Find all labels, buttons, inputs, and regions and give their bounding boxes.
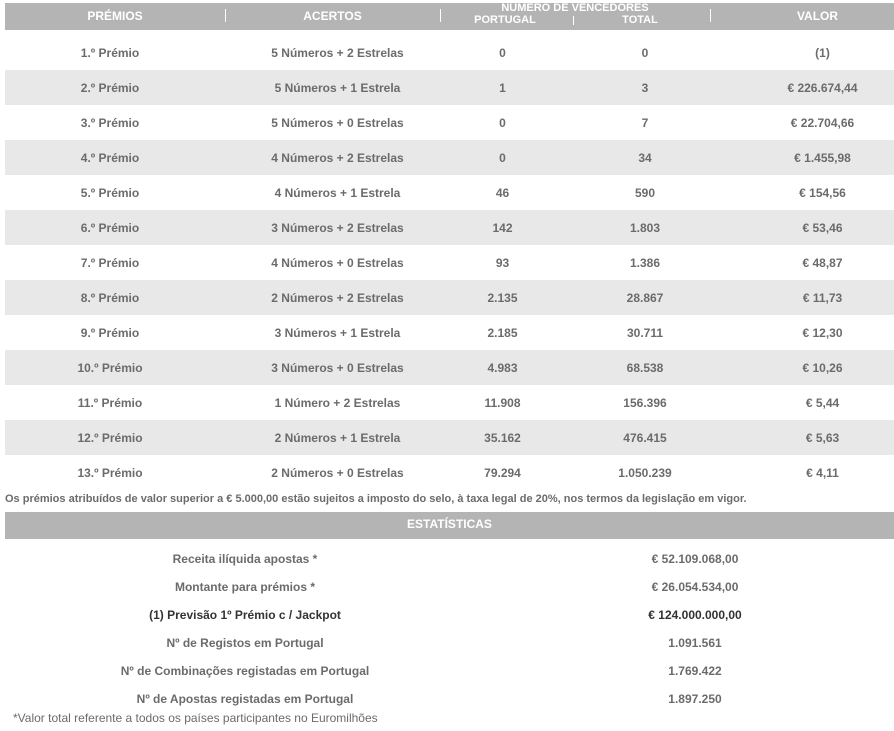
prize-row <box>5 245 894 280</box>
prize-matches: 5 Números + 2 Estrelas <box>271 46 404 60</box>
stats-label: Nº de Apostas registadas em Portugal <box>136 692 354 706</box>
prize-row <box>5 455 894 490</box>
winners-portugal: 0 <box>499 46 506 60</box>
prize-value: € 11,73 <box>802 291 843 305</box>
header-divider <box>573 16 574 25</box>
header-portugal: PORTUGAL <box>474 14 536 26</box>
stats-value: € 52.109.068,00 <box>651 552 739 566</box>
stats-row <box>0 545 894 573</box>
prize-name: 2.º Prémio <box>80 81 140 95</box>
winners-total: 1.050.239 <box>618 466 672 480</box>
prize-value: € 10,26 <box>802 361 843 375</box>
winners-total: 1.803 <box>629 221 661 235</box>
prize-matches: 3 Números + 0 Estrelas <box>271 361 404 375</box>
prize-matches: 2 Números + 1 Estrela <box>274 431 401 445</box>
winners-portugal: 2.135 <box>487 291 518 305</box>
prize-row <box>5 35 894 70</box>
prize-name: 12.º Prémio <box>77 431 143 445</box>
winners-portugal: 11.908 <box>484 396 521 410</box>
prize-value: € 48,87 <box>802 256 843 270</box>
prize-name: 5.º Prémio <box>80 186 140 200</box>
stats-value: 1.769.422 <box>668 664 722 678</box>
prize-table-header <box>5 3 894 30</box>
prize-row <box>5 315 894 350</box>
prize-row <box>5 350 894 385</box>
winners-total: 34 <box>638 151 652 165</box>
prize-row <box>5 385 894 420</box>
stats-label: Nº de Registos em Portugal <box>166 636 324 650</box>
stats-row <box>0 657 894 685</box>
prize-value: € 1.455,98 <box>794 151 851 165</box>
prize-matches: 3 Números + 1 Estrela <box>274 326 401 340</box>
stats-value: € 124.000.000,00 <box>648 608 742 622</box>
stats-row <box>0 601 894 629</box>
stats-row <box>0 629 894 657</box>
prize-value: € 4,11 <box>806 466 839 480</box>
winners-portugal: 46 <box>495 186 510 200</box>
prize-matches: 1 Número + 2 Estrelas <box>274 396 401 410</box>
prize-name: 1.º Prémio <box>80 46 140 60</box>
prize-matches: 4 Números + 1 Estrela <box>274 186 401 200</box>
prize-name: 3.º Prémio <box>80 116 140 130</box>
header-acertos: ACERTOS <box>303 9 362 23</box>
prize-row <box>5 210 894 245</box>
winners-total: 0 <box>641 46 649 60</box>
prize-row <box>5 175 894 210</box>
prize-value: € 226.674,44 <box>787 81 858 95</box>
prize-matches: 4 Números + 0 Estrelas <box>271 256 404 270</box>
prize-row <box>5 105 894 140</box>
prize-row <box>5 420 894 455</box>
winners-portugal: 35.162 <box>484 431 521 445</box>
stats-label: Nº de Combinações registadas em Portugal <box>120 664 370 678</box>
tax-note: Os prémios atribuídos de valor superior a € 5.000,00 estão sujeitos a imposto do selo, à taxa legal de 20%, nos termos da legislação em vigor. <box>5 493 747 505</box>
prize-value: € 5,63 <box>805 431 840 445</box>
winners-total: 476.415 <box>623 431 667 445</box>
prize-name: 13.º Prémio <box>77 466 143 480</box>
prize-matches: 5 Números + 0 Estrelas <box>271 116 404 130</box>
prize-value: € 12,30 <box>802 326 843 340</box>
prize-matches: 5 Números + 1 Estrela <box>274 81 401 95</box>
prize-value: € 53,46 <box>802 221 843 235</box>
winners-portugal: 93 <box>495 256 510 270</box>
prize-value: € 154,56 <box>799 186 846 200</box>
winners-total: 7 <box>641 116 649 130</box>
prize-matches: 4 Números + 2 Estrelas <box>271 151 404 165</box>
stats-value: 1.091.561 <box>668 636 722 650</box>
prize-matches: 3 Números + 2 Estrelas <box>271 221 404 235</box>
prize-row <box>5 280 894 315</box>
footnote: *Valor total referente a todos os países participantes no Euromilhões <box>13 711 378 725</box>
winners-total: 28.867 <box>626 291 664 305</box>
stats-header: ESTATÍSTICAS <box>5 512 894 539</box>
prize-name: 7.º Prémio <box>80 256 140 270</box>
prize-matches: 2 Números + 2 Estrelas <box>271 291 404 305</box>
prize-value: (1) <box>815 46 830 60</box>
stats-label: Montante para prémios * <box>174 580 316 594</box>
prize-row <box>5 70 894 105</box>
winners-total: 3 <box>641 81 649 95</box>
prize-matches: 2 Números + 0 Estrelas <box>271 466 404 480</box>
header-valor: VALOR <box>796 9 839 23</box>
winners-portugal: 0 <box>499 151 506 165</box>
winners-portugal: 4.983 <box>487 361 518 375</box>
winners-portugal: 142 <box>492 221 513 235</box>
prize-value: € 22.704,66 <box>790 116 855 130</box>
header-total: TOTAL <box>622 14 658 26</box>
winners-portugal: 79.294 <box>484 466 521 480</box>
winners-total: 1.386 <box>629 256 661 270</box>
stats-value: 1.897.250 <box>668 692 722 706</box>
prize-name: 4.º Prémio <box>80 151 140 165</box>
winners-total: 590 <box>634 186 656 200</box>
header-vencedores: NÚMERO DE VENCEDORES <box>501 2 649 14</box>
winners-portugal: 2.185 <box>487 326 518 340</box>
winners-total: 156.396 <box>623 396 667 410</box>
prize-row <box>5 140 894 175</box>
stats-row <box>0 685 894 713</box>
winners-total: 68.538 <box>626 361 664 375</box>
prize-name: 10.º Prémio <box>77 361 143 375</box>
prize-name: 6.º Prémio <box>80 221 140 235</box>
stats-label: Receita ilíquida apostas * <box>172 552 318 566</box>
winners-portugal: 1 <box>499 81 506 95</box>
stats-label: (1) Previsão 1º Prémio c / Jackpot <box>149 608 341 622</box>
header-premios: PRÉMIOS <box>87 9 143 23</box>
stats-row <box>0 573 894 601</box>
prize-value: € 5,44 <box>805 396 840 410</box>
prize-name: 8.º Prémio <box>80 291 140 305</box>
prize-name: 9.º Prémio <box>80 326 140 340</box>
prize-name: 11.º Prémio <box>77 396 143 410</box>
stats-value: € 26.054.534,00 <box>651 580 739 594</box>
header-divider <box>710 9 711 22</box>
winners-total: 30.711 <box>626 326 664 340</box>
winners-portugal: 0 <box>499 116 506 130</box>
